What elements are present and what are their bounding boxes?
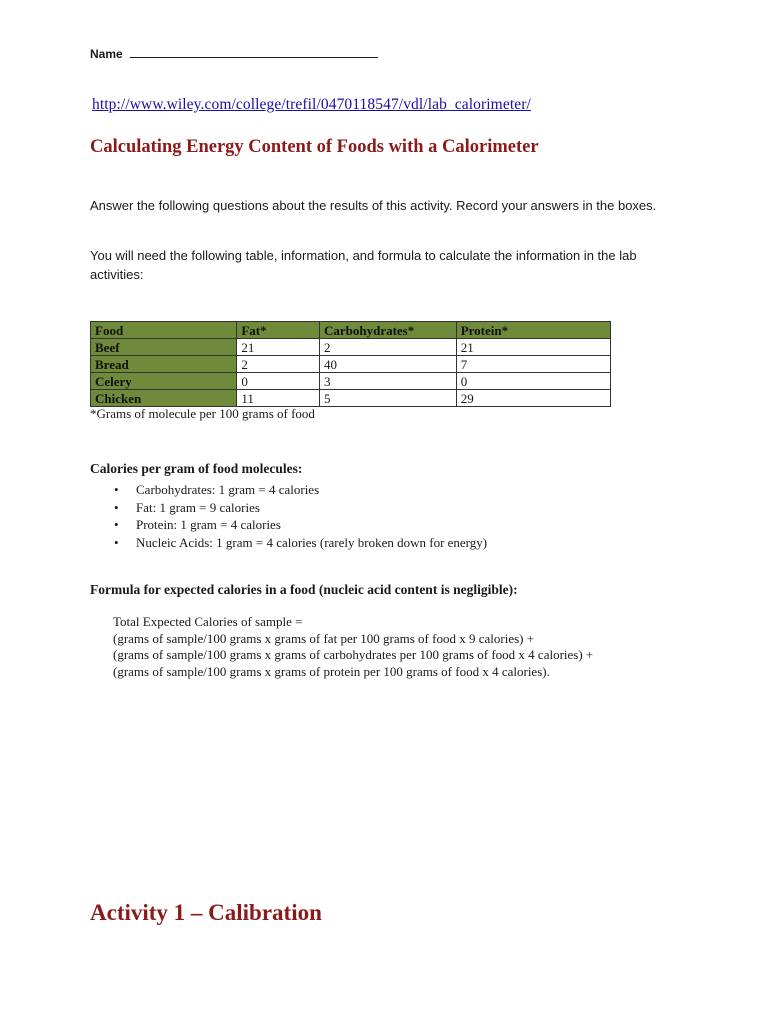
name-blank-field[interactable] — [130, 47, 378, 58]
table-cell: 29 — [456, 390, 610, 407]
list-item — [114, 481, 487, 499]
formula-heading: Formula for expected calories in a food (nucleic acid content is negligible): — [90, 582, 518, 597]
calories-list — [90, 481, 487, 551]
table-cell: 0 — [456, 373, 610, 390]
table-cell: 3 — [319, 373, 456, 390]
food-name-cell: Beef — [91, 339, 237, 356]
formula-block — [113, 614, 593, 680]
table-header-row — [91, 322, 611, 339]
table-cell: 2 — [237, 356, 320, 373]
table-header-cell: Fat* — [237, 322, 320, 339]
bullet-icon: • — [114, 517, 119, 532]
table-footnote: *Grams of molecule per 100 grams of food — [90, 406, 315, 421]
formula-line: (grams of sample/100 grams x grams of carbohydrates per 100 grams of food x 4 calories) + — [113, 647, 594, 662]
table-cell: 2 — [319, 339, 456, 356]
bullet-icon: • — [114, 482, 119, 497]
table-cell: 5 — [319, 390, 456, 407]
formula-line: (grams of sample/100 grams x grams of protein per 100 grams of food x 4 calories). — [113, 663, 550, 679]
list-item-text: Nucleic Acids: 1 gram = 4 calories (rarely broken down for energy) — [136, 534, 488, 550]
bullet-icon: • — [114, 534, 119, 550]
formula-line: Total Expected Calories of sample = — [113, 614, 303, 629]
list-item — [114, 499, 487, 517]
table-header-cell: Protein* — [456, 322, 610, 339]
bullet-icon: • — [114, 499, 119, 515]
table-cell: 0 — [237, 373, 320, 390]
document-title: Calculating Energy Content of Foods with a Calorimeter — [90, 137, 539, 157]
activity-heading: Activity 1 – Calibration — [90, 900, 322, 925]
formula-line: (grams of sample/100 grams x grams of fat per 100 grams of food x 9 calories) + — [113, 630, 535, 646]
intro-paragraph-1: Answer the following questions about the results of this activity. Record your answers in the boxes. — [90, 198, 657, 213]
list-item-text: Carbohydrates: 1 gram = 4 calories — [136, 482, 320, 497]
table-header-cell: Food — [91, 322, 237, 339]
lab-calorimeter-link[interactable]: http://www.wiley.com/college/trefil/0470118547/vdl/lab_calorimeter/ — [92, 96, 531, 113]
food-composition-table — [90, 321, 611, 407]
table-row — [91, 390, 611, 407]
list-item — [114, 516, 487, 534]
table-cell: 21 — [237, 339, 320, 356]
list-item-text: Fat: 1 gram = 9 calories — [136, 499, 260, 515]
intro-paragraph-2: You will need the following table, information, and formula to calculate the information in the lab activities: — [90, 248, 637, 282]
food-name-cell: Chicken — [91, 390, 237, 407]
table-cell: 21 — [456, 339, 610, 356]
table-row — [91, 356, 611, 373]
list-item-text: Protein: 1 gram = 4 calories — [136, 517, 281, 532]
calories-heading: Calories per gram of food molecules: — [90, 461, 303, 476]
table-cell: 11 — [237, 390, 320, 407]
table-row — [91, 339, 611, 356]
table-cell: 40 — [319, 356, 456, 373]
table-cell: 7 — [456, 356, 610, 373]
food-name-cell: Celery — [91, 373, 237, 390]
name-label: Name — [90, 47, 123, 61]
food-name-cell: Bread — [91, 356, 237, 373]
list-item — [114, 534, 488, 552]
table-row — [91, 373, 611, 390]
name-line — [90, 47, 378, 61]
table-header-cell: Carbohydrates* — [319, 322, 456, 339]
